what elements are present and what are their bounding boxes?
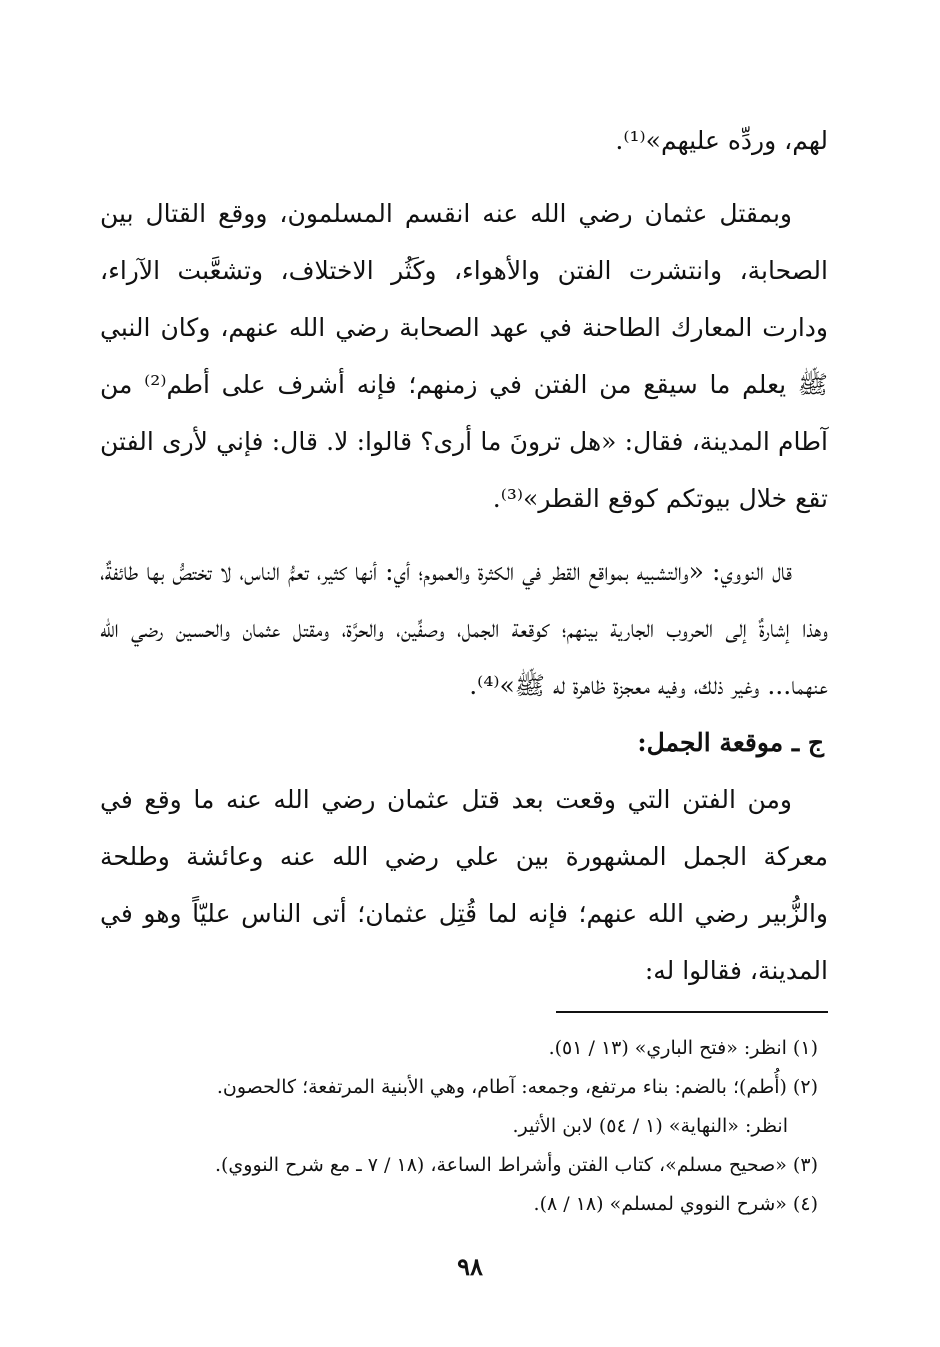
footnotes — [100, 1029, 828, 1224]
footnote-2: (٢) (أُطم)؛ بالضم: بناء مرتفع، وجمعه: آطام، وهي الأبنية المرتفعة؛ كالحصون. — [216, 1076, 818, 1098]
page-number: ٩٨ — [457, 1252, 483, 1281]
footnote-4: (٤) «شرح النووي لمسلم» (١٨ / ٨). — [533, 1193, 818, 1215]
paragraph-nawawi-quote: قال النووي: «والتشبيه بمواقع القطر في الكثرة والعموم؛ أي: أنها كثير، تعمُّ الناس، لا تختصُّ بها طائفةٌ، وهذا إشارةٌ إلى الحروب الجارية بينهم؛ كوقعة الجمل، وصفِّين، والحرَّة، ومقتل عثمان والحسين رضي الله عنهما... وغير ذلك، وفيه معجزة ظاهرة له ﷺ»⁽⁴⁾. — [100, 557, 828, 700]
spacer — [100, 527, 828, 543]
footnote-1: (١) انظر: «فتح الباري» (١٣ / ٥١). — [548, 1037, 818, 1059]
paragraph-continuation: لهم، وردِّه عليهم»⁽¹⁾. — [615, 126, 828, 155]
paragraph-uthman-killing: وبمقتل عثمان رضي الله عنه انقسم المسلمون، ووقع القتال بين الصحابة، وانتشرت الفتن والأهواء، وكَثُر الاختلاف، وتشعَّبت الآراء، ودارت المعارك الطاحنة في عهد الصحابة رضي الله عنهم، وكان النبي ﷺ يعلم ما سيقع من الفتن في زمنهم؛ فإنه أشرف على أطم⁽²⁾ من آطام المدينة، فقال: «هل ترونَ ما أرى؟ قالوا: لا. قال: فإني لأرى الفتن تقع خلال بيوتكم كوقع القطر»⁽³⁾. — [100, 199, 828, 513]
page-body — [100, 112, 828, 1224]
footnote-2-reference: انظر: «النهاية» (١ / ٥٤) لابن الأثير. — [512, 1115, 788, 1137]
paragraph-battle-of-camel: ومن الفتن التي وقعت بعد قتل عثمان رضي الله عنه ما وقع في معركة الجمل المشهورة بين علي رضي الله عنه وعائشة وطلحة والزُّبير رضي الله عنهم؛ فإنه لما قُتِل عثمان؛ أتى الناس عليّاً وهو في المدينة، فقالوا له: — [100, 785, 828, 985]
footnote-divider — [556, 1011, 828, 1013]
spacer — [100, 169, 828, 185]
section-heading: ج ـ موقعة الجمل: — [637, 728, 824, 757]
footnote-3: (٣) «صحيح مسلم»، كتاب الفتن وأشراط الساعة، (١٨ / ٧ ـ مع شرح النووي). — [214, 1154, 818, 1176]
